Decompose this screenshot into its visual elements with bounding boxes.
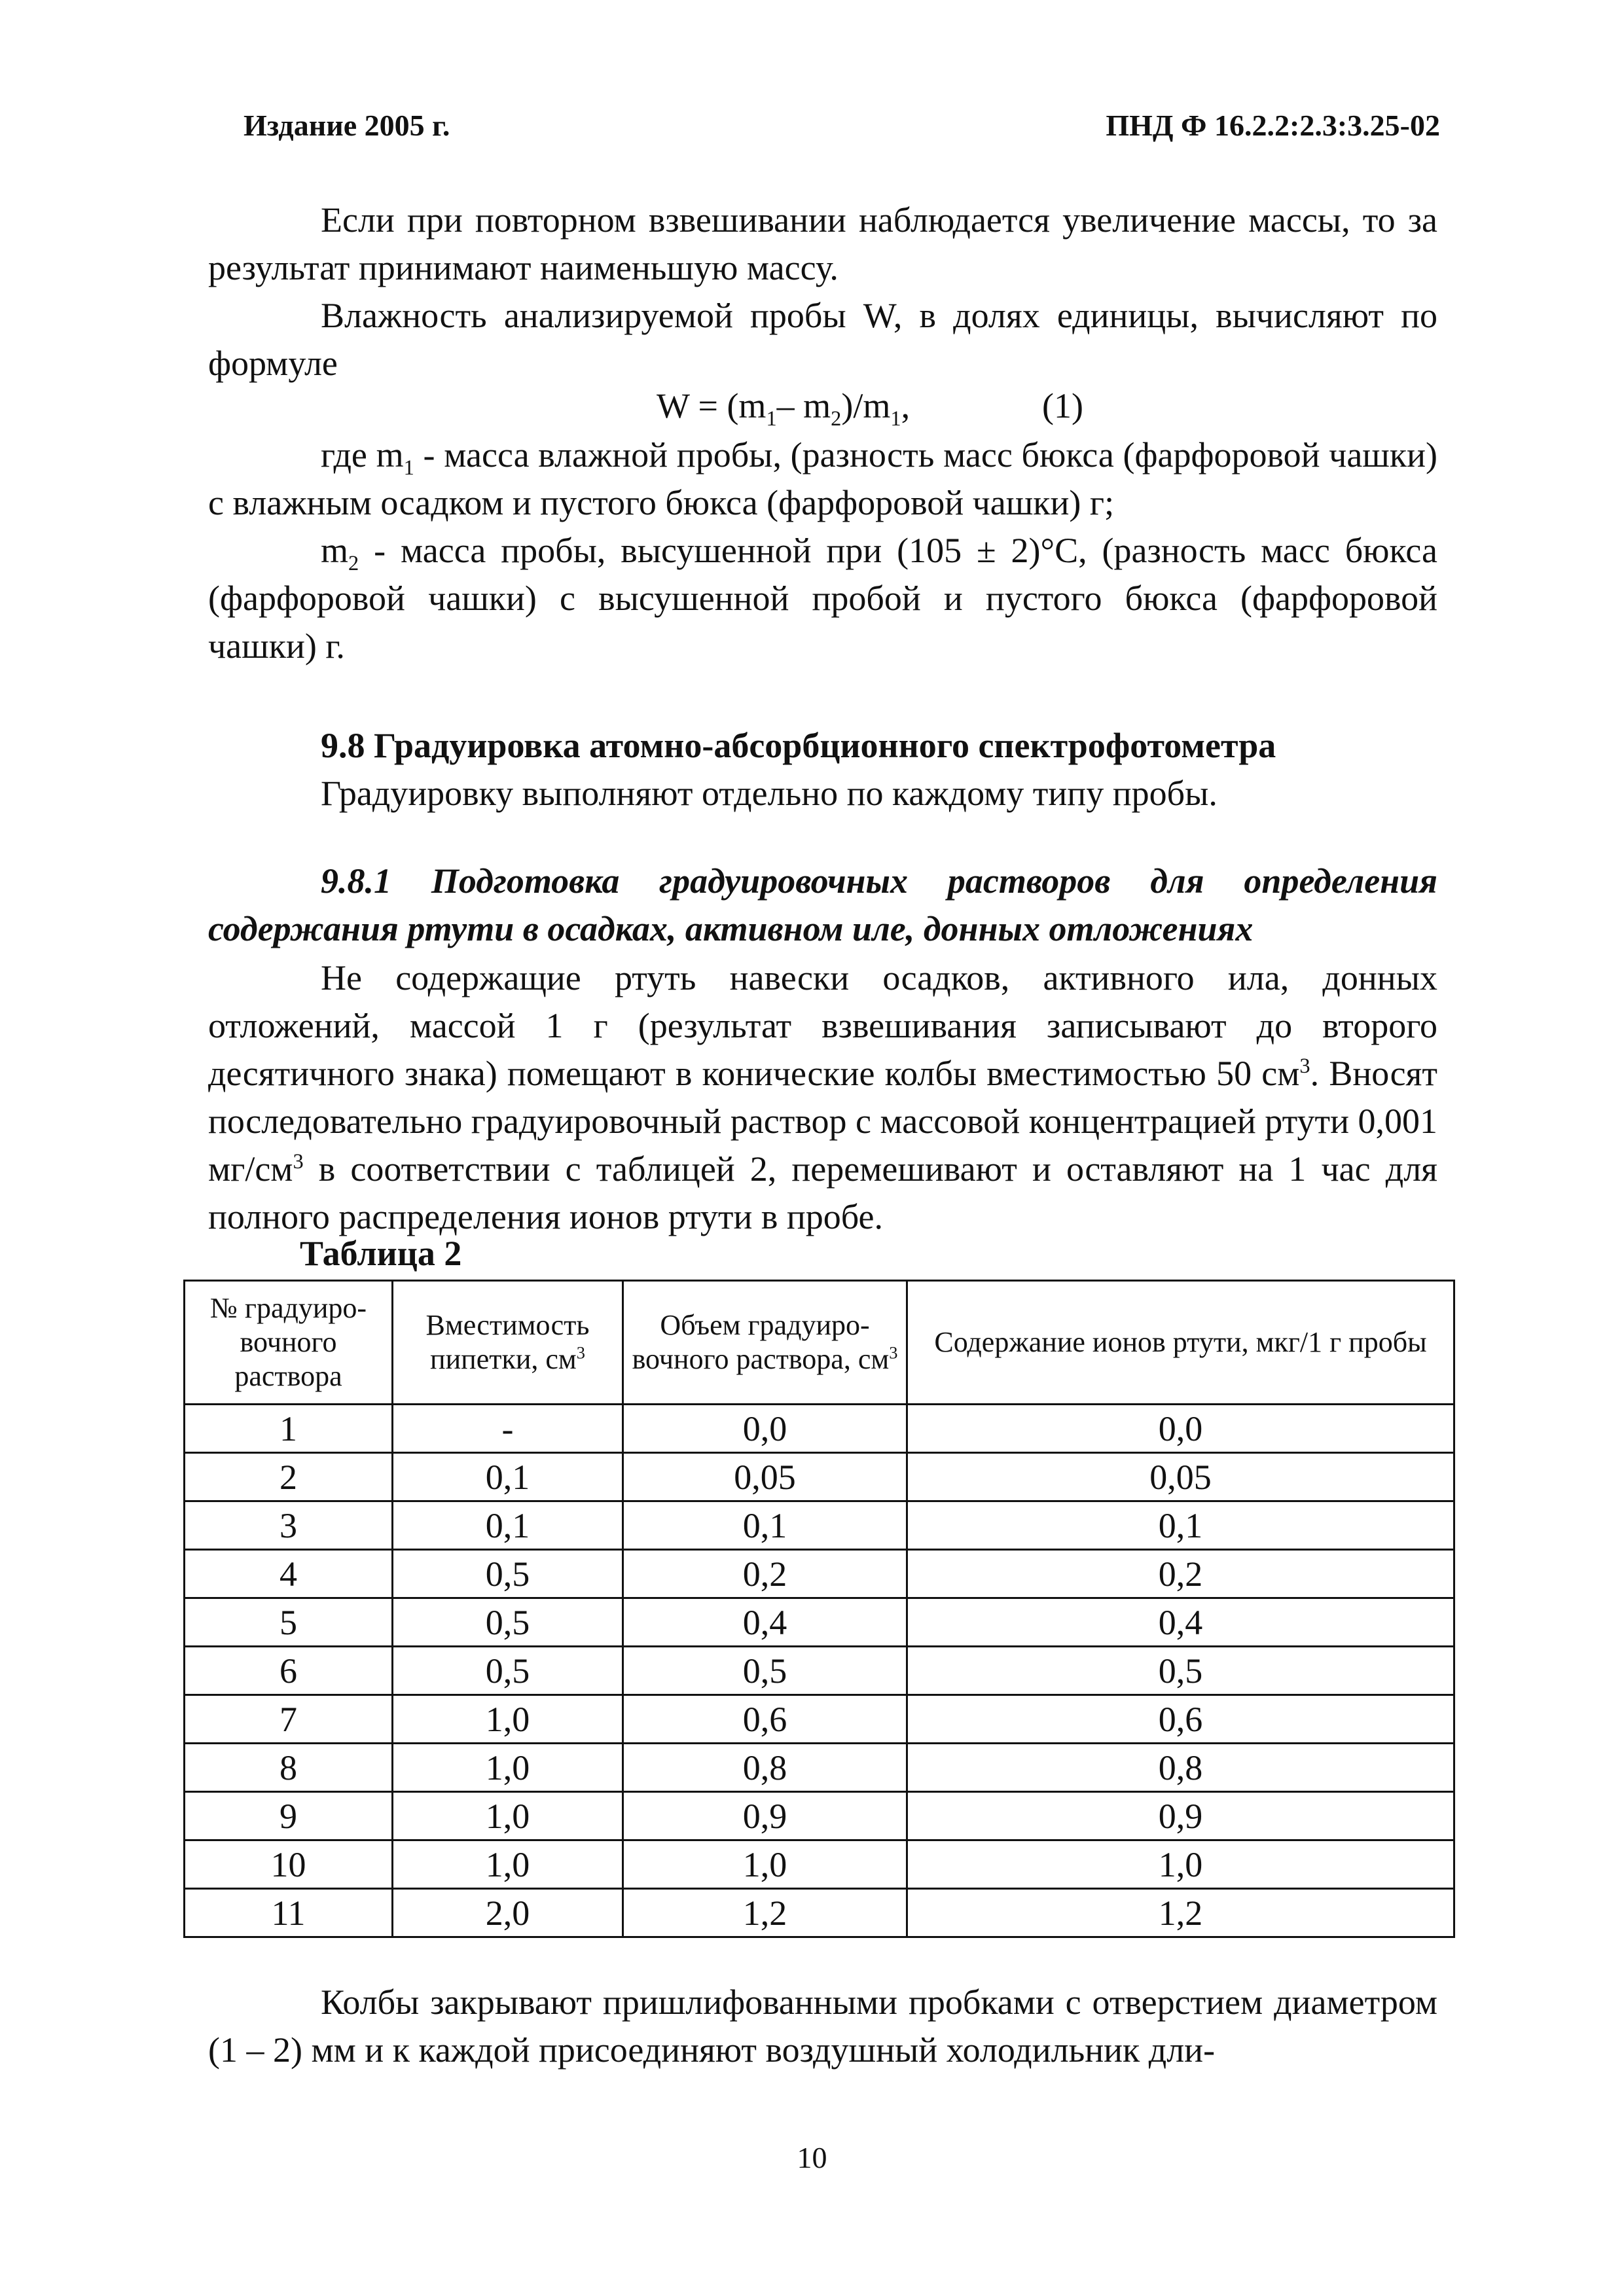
edition-label: Издание 2005 г. — [244, 109, 450, 142]
table-header-row — [185, 1281, 1454, 1405]
table-row — [185, 1792, 1454, 1840]
cell-pipette-volume: 0,1 — [393, 1501, 623, 1550]
cell-mercury-content: 0,2 — [907, 1550, 1454, 1598]
table-row — [185, 1889, 1454, 1937]
cell-mercury-content: 0,05 — [907, 1453, 1454, 1501]
table-row — [185, 1550, 1454, 1598]
table-row — [185, 1453, 1454, 1501]
table-row — [185, 1598, 1454, 1647]
cell-solution-number: 4 — [185, 1550, 393, 1598]
definition-m2: $m_2$ - масса пробы, высушенной при (105 ± 2)°С, (разность масс бюкса (фарфоровой чашки) с высушенной пробой и пустого бюкса (фарфоровой чашки) г. — [208, 531, 1437, 666]
cell-pipette-volume: 0,5 — [393, 1598, 623, 1647]
calibration-table — [183, 1280, 1455, 1938]
table-row — [185, 1405, 1454, 1453]
cell-solution-volume: 0,6 — [623, 1695, 907, 1744]
cell-pipette-volume: 1,0 — [393, 1744, 623, 1792]
cell-pipette-volume: 0,1 — [393, 1453, 623, 1501]
document-code: ПНД Ф 16.2.2:2.3:3.25-02 — [1106, 109, 1440, 142]
cell-solution-volume: 1,0 — [623, 1840, 907, 1889]
cell-solution-volume: 0,9 — [623, 1792, 907, 1840]
cell-pipette-volume: 0,5 — [393, 1647, 623, 1695]
table-caption: Таблица 2 — [300, 1234, 462, 1273]
cell-solution-number: 11 — [185, 1889, 393, 1937]
page-number: 10 — [797, 2141, 827, 2174]
cell-pipette-volume: 1,0 — [393, 1792, 623, 1840]
table-row — [185, 1840, 1454, 1889]
cell-pipette-volume: 1,0 — [393, 1840, 623, 1889]
intro-block — [208, 196, 1437, 387]
paragraph-reweighing: Если при повторном взвешивании наблюдается увеличение массы, то за результат принимают наименьшую массу. — [208, 200, 1437, 287]
header-mercury-content: Содержание ионов ртути, мкг/1 г пробы — [907, 1281, 1454, 1405]
cell-pipette-volume: 1,0 — [393, 1695, 623, 1744]
cell-pipette-volume: 0,5 — [393, 1550, 623, 1598]
cell-solution-volume: 0,4 — [623, 1598, 907, 1647]
cell-solution-volume: 0,0 — [623, 1405, 907, 1453]
cell-pipette-volume: 2,0 — [393, 1889, 623, 1937]
cell-pipette-volume: - — [393, 1405, 623, 1453]
definitions-block — [208, 431, 1437, 670]
cell-solution-number: 10 — [185, 1840, 393, 1889]
section-subtext: Градуировку выполняют отдельно по каждому типу пробы. — [321, 774, 1218, 813]
cell-solution-volume: 0,5 — [623, 1647, 907, 1695]
cell-solution-volume: 0,05 — [623, 1453, 907, 1501]
table-row — [185, 1647, 1454, 1695]
cell-mercury-content: 0,8 — [907, 1744, 1454, 1792]
cell-mercury-content: 1,2 — [907, 1889, 1454, 1937]
cell-solution-volume: 0,1 — [623, 1501, 907, 1550]
cell-solution-number: 7 — [185, 1695, 393, 1744]
cell-solution-volume: 0,8 — [623, 1744, 907, 1792]
cell-solution-number: 3 — [185, 1501, 393, 1550]
cell-mercury-content: 0,9 — [907, 1792, 1454, 1840]
subsection-heading: 9.8.1 Подготовка градуировочных растворов для определения содержания ртути в осадках, активном иле, донных отложениях — [208, 861, 1437, 948]
cell-mercury-content: 0,5 — [907, 1647, 1454, 1695]
table-row — [185, 1695, 1454, 1744]
cell-solution-number: 2 — [185, 1453, 393, 1501]
moisture-formula: $W = (m_1-$ $m_2)/m_1$, — [657, 386, 911, 431]
formula-number: (1) — [1042, 386, 1083, 425]
cell-solution-number: 6 — [185, 1647, 393, 1695]
definition-m1: где $m_1$ - масса влажной пробы, (разность масс бюкса (фарфоровой чашки) с влажным осадком и пустого бюкса (фарфоровой чашки) г; — [208, 435, 1438, 522]
cell-solution-volume: 0,2 — [623, 1550, 907, 1598]
paragraph-moisture: Влажность анализируемой пробы W, в долях единицы, вычисляют по формуле — [208, 296, 1437, 383]
cell-solution-number: 8 — [185, 1744, 393, 1792]
cell-solution-number: 1 — [185, 1405, 393, 1453]
cell-solution-number: 9 — [185, 1792, 393, 1840]
section-heading: 9.8 Градуировка атомно-абсорбционного спектрофотометра — [321, 726, 1276, 765]
paragraph-flasks: Колбы закрывают пришлифованными пробками с отверстием диаметром (1 – 2) мм и к каждой присоединяют воздушный холодильник дли- — [208, 1982, 1437, 2070]
header-solution-volume: Объем градуиро-вочного раствора, $см^3$ — [623, 1281, 907, 1405]
cell-mercury-content: 1,0 — [907, 1840, 1454, 1889]
header-pipette-volume: Вместимость пипетки, $см^3$ — [393, 1281, 623, 1405]
closing-block — [208, 1979, 1437, 2074]
cell-solution-volume: 1,2 — [623, 1889, 907, 1937]
table-row — [185, 1744, 1454, 1792]
subsection-body — [208, 954, 1437, 1241]
cell-mercury-content: 0,1 — [907, 1501, 1454, 1550]
paragraph-preparation: Не содержащие ртуть навески осадков, активного ила, донных отложений, массой 1 г (результат взвешивания записывают до второго десятичного знака) помещают в конические колбы вместимостью 50 $см^3$. Вносят последовательно градуировочный раствор с массовой концентрацией ртути 0,001 $мг/см^3$ в соответствии с таблицей 2, перемешивают и оставляют на 1 час для полного распределения ионов ртути в пробе. — [208, 958, 1437, 1236]
cell-mercury-content: 0,4 — [907, 1598, 1454, 1647]
cell-mercury-content: 0,0 — [907, 1405, 1454, 1453]
table-row — [185, 1501, 1454, 1550]
header-solution-number: № градуиро-вочного раствора — [185, 1281, 393, 1405]
cell-solution-number: 5 — [185, 1598, 393, 1647]
table-body — [185, 1405, 1454, 1937]
cell-mercury-content: 0,6 — [907, 1695, 1454, 1744]
